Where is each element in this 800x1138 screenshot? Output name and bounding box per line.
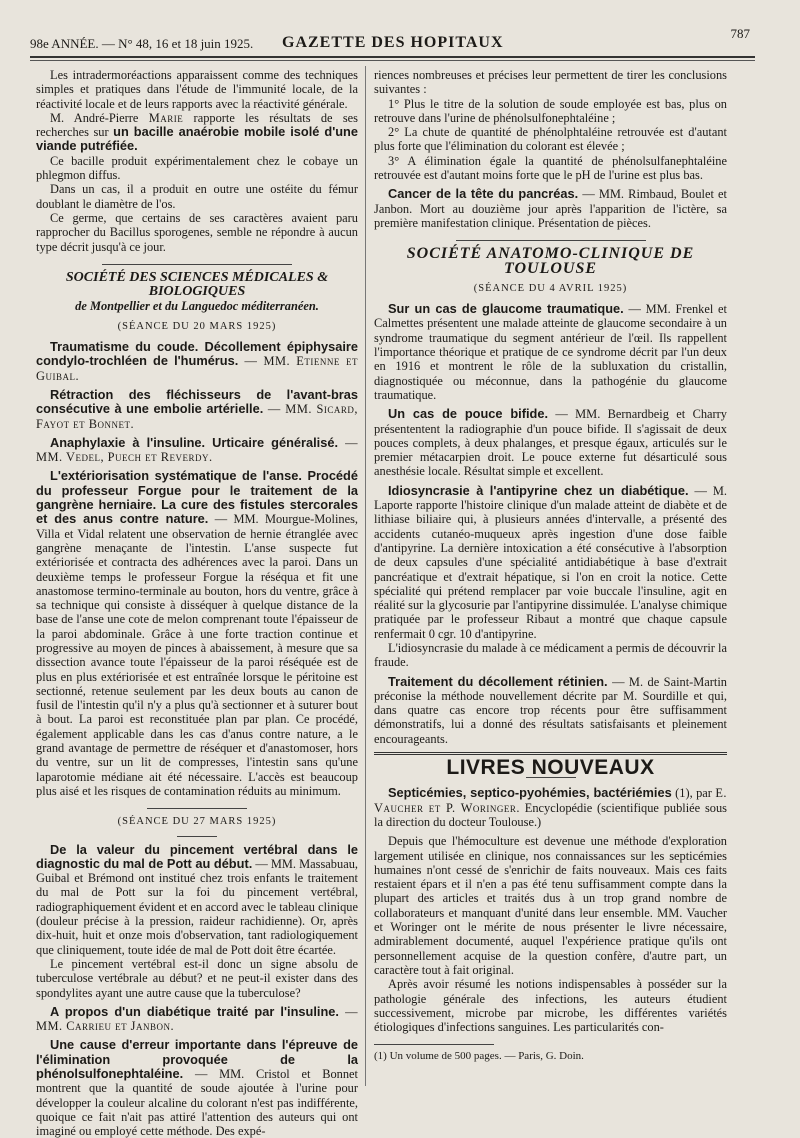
book-review-title: Septicémies, septico-pyohémies, bactériémies (1), par E. Vaucher et P. Woringer. Encyclopédie (scientifique publiée sous la direction du docteur Toulouse.) xyxy=(374,785,727,829)
section-rule xyxy=(102,264,292,265)
article: Traitement du décollement rétinien. — M. de Saint-Martin préconise la méthode nouvellement décrite par M. Sourdille et qui, dans quatre cas encore trop récents pour être suffisamment démonstratifs, lui a donné des résultats satisfaisants et pleinement encourageants. xyxy=(374,673,727,746)
page-header xyxy=(30,26,750,56)
session-date: (SÉANCE DU 4 AVRIL 1925) xyxy=(473,282,628,294)
paragraph: L'idiosyncrasie du malade à ce médicament a permis de découvrir la fraude. xyxy=(374,640,727,670)
article: De la valeur du pincement vertébral dans le diagnostic du mal de Pott au début. — MM. Massabuau, Guibal et Brémond ont institué chez trois enfants le traitement du mal de Pott sur la foi du pincement vertébral, radiographiquement évident et en accord avec le tableau clinique (douleur précise à la pression, raideur rachidienne). Or, après dix-huit, huit et onze mois d'observation, tant radiologiquement que cliniquement, toute idée de mal de Pott doit être écartée. xyxy=(36,841,359,957)
society-subheading: de Montpellier et du Languedoc méditerranéen. xyxy=(75,299,319,314)
header-rule xyxy=(30,56,755,58)
section-rule xyxy=(177,836,217,837)
column-divider xyxy=(365,66,366,1086)
session-date: (SÉANCE DU 20 MARS 1925) xyxy=(117,320,277,332)
society-heading: SOCIÉTÉ DES SCIENCES MÉDICALES & BIOLOGIQUES xyxy=(65,269,329,300)
article: A propos d'un diabétique traité par l'insuline. — MM. Carrieu et Janbon. xyxy=(36,1003,358,1034)
society-heading: SOCIÉTÉ ANATOMO-CLINIQUE DE TOULOUSE xyxy=(406,245,695,277)
paragraph: Ce bacille produit expérimentalement chez le cobaye un phlegmon diffus. xyxy=(36,153,358,183)
paragraph: Depuis que l'hémoculture est devenue une méthode d'exploration largement utilisée en clinique, nos connaissances sur les septicémies humaines n'ont cessé de s'enrichir de faits nouveaux. Mais ces faits restaient épars et il n'en a pas été tenu suffisamment compte dans la plupart des articles et traités dus à un trop grand nombre de collaborateurs et manquant d'unité dans leur ensemble. MM. Vaucher et Woringer ont le mérite de nous présenter le livre nécessaire, admirablement documenté, auquel l'expérience pratique qu'ils ont personnellement acquise de la question confère, d'autre part, un caractère tout à fait original. xyxy=(374,834,727,977)
article: L'extériorisation systématique de l'anse. Procédé du professeur Forgue pour le traitement de la gangrène herniaire. La cure des fistules stercorales et des anus contre nature. — MM. Mourgue-Molines, Villa et Vidal relatent une observation de hernie étranglée avec gangrène menaçante de l'intestin. L'anse suspecte fut extériorisée et contracta des adhérences avec la paroi. Dans un deuxième temps le professeur Forgue la réséqua et fit une anastomose termino-terminale au bouton, hors du ventre, grâce à sa technique qui consiste à disséquer à quelque distance de la base de l'anse une cote de melon comprenant toute l'épaisseur de la paroi abdominale. Grâce à une forte traction continue et progressive au moyen de pinces à abaissement, à mesure que sa dissection avance toute l'épaisseur de la paroi réséquée est de plus en plus extériorisée et est entraînée lorsque le péritoine est sectionné, retenue seulement par les deux bouts au canon de fusil de l'intestin qu'il n'y a plus qu'à sectionner et à suturer bout à bout. La paroi est reconstituée plan par plan. Ce procédé, également applicable dans les cas d'anus contre nature, a le grand avantage de permettre de réséquer et d'anastomoser, hors du ventre, sur un lit de compresses, l'intestin sans qu'une laparotomie médiane ait été nécessaire. L'accès est beaucoup plus aisé et les risques de contamination réduits au minimum. xyxy=(36,468,359,798)
article: Sur un cas de glaucome traumatique. — MM. Frenkel et Calmettes présentent une malade atteinte de glaucome secondaire à un syndrome traumatique du segment antérieur de l'œil. Ils rappellent l'importance théorique et pratique de ce syndrome décrit par l'un deux en 1916 et montrent le rôle de la subluxation du cristallin, diagnostiquée ou méconnue, dans la pathogénie du glaucome traumatique. xyxy=(374,301,727,402)
article: Un cas de pouce bifide. — MM. Bernardbeig et Charry présententent la radiographie d'un pouce bifide. Il s'agissait de deux pouces complets, à deux phalanges, et presque égaux, articulés sur le premier métacarpien droit. Le pouce externe fut désarticulé sous anesthésie locale. Résultat simple et excellent. xyxy=(374,406,727,479)
article: Idiosyncrasie à l'antipyrine chez un diabétique. — M. Laporte rapporte l'histoire clinique d'un malade atteint de diabète et de lithiase biliaire qui, à plusieurs années d'intervalle, a présenté des accidents cutanéo-muqueux après ingestion d'une dose faible d'antipyrine. La dernière intoxication a été consécutive à l'absorption de deux capsules d'une spécialité antidiabétique à base d'extrait pancréatique et d'extrait hépatique, si l'on en croit la notice. Cette spécialité qui prétend remplacer par voie buccale l'insuline, agit en réalité sur la glycosurie par l'antipyrine dissimulée. L'analyse chimique pratiquée par le professeur Ribaut a montré que chaque capsule renfermait 0 cgr. 10 d'antipyrine. xyxy=(374,482,728,641)
paragraph: 2° La chute de quantité de phénolphtaléine retrouvée est d'autant plus forte que l'élimination du colorant est élevée ; xyxy=(374,125,727,154)
issue-line: 98e ANNÉE. — N° 48, 16 et 18 juin 1925. xyxy=(30,36,254,51)
header-rule-thin xyxy=(30,60,755,61)
paragraph: Les intradermoréactions apparaissent comme des techniques simples et pratiques dans l'étude de l'immunité locale, de la réactivité locale et de leurs rapports avec la réactivité générale. xyxy=(36,68,358,111)
left-column xyxy=(36,68,358,1138)
right-column xyxy=(374,68,727,1064)
paragraph: 3° A élimination égale la quantité de phénolsulfanephtaléine retrouvée est d'autant moins forte que le pH de l'urine est plus bas. xyxy=(374,153,727,183)
section-rule xyxy=(456,240,646,241)
section-rule xyxy=(147,808,247,809)
paragraph: M. André-Pierre Marie rapporte les résultats de ses recherches sur un bacille anaérobie mobile isolé d'une viande putréfiée. xyxy=(36,110,358,154)
section-double-rule xyxy=(374,752,727,755)
paragraph: Le pincement vertébral est-il donc un signe absolu de tuberculose vertébrale au début? et ne peut-il exister dans des spondylites ayant une autre cause que la tuberculose? xyxy=(36,956,358,1000)
article: Traumatisme du coude. Décollement épiphysaire condylo-trochléen de l'humérus. — MM. Etienne et Guibal. xyxy=(36,339,358,383)
footnote-rule xyxy=(374,1044,494,1045)
page-number: 787 xyxy=(730,26,750,41)
paragraph: Ce germe, que certains de ses caractères avaient paru rapprocher du Bacillus sporogenes, semble ne répondre à aucun type décrit jusqu'à ce jour. xyxy=(36,210,358,254)
article: Cancer de la tête du pancréas. — MM. Rimbaud, Boulet et Janbon. Mort au douzième jour après l'apparition de l'ictère, sa première manifestation clinique. Présentation de pièces. xyxy=(374,186,727,230)
paragraph: 1° Plus le titre de la solution de soude employée est bas, plus on retrouve dans l'urine de phénolsulfonephtaléine ; xyxy=(374,96,727,125)
journal-title: GAZETTE DES HOPITAUX xyxy=(282,34,504,51)
article: Une cause d'erreur importante dans l'épreuve de l'élimination provoquée de la phénolsulfonephtaléine. — MM. Cristol et Bonnet montrent que la quantité de soude ajoutée à l'urine pour développer la couleur alcaline du colorant n'est pas indifférente, quoique ce fait n'ait pas attiré l'attention des auteurs qui ont imaginé ou employé cette méthode. Des expé- xyxy=(36,1037,358,1138)
paragraph: Dans un cas, il a produit en outre une ostéite du fémur doublant le diamètre de l'os. xyxy=(36,182,358,211)
footnote: (1) Un volume de 500 pages. — Paris, G. Doin. xyxy=(374,1050,584,1063)
paragraph: Après avoir résumé les notions indispensables à posséder sur la pathologie générale des infections, les auteurs étudient successivement, microbe par microbe, les différentes variétés étiologiques d'infections sanguines. Les particularités con- xyxy=(374,977,727,1035)
session-date: (SÉANCE DU 27 MARS 1925) xyxy=(117,816,277,828)
article: Rétraction des fléchisseurs de l'avant-bras consécutive à une embolie artérielle. — MM. Sicard, Fayot et Bonnet. xyxy=(36,386,358,431)
article: Anaphylaxie à l'insuline. Urticaire généralisé. — MM. Vedel, Puech et Reverdy. xyxy=(36,434,358,465)
paragraph: riences nombreuses et précises leur permettent de tirer les conclusions suivantes : xyxy=(374,68,727,97)
section-heading-livres: LIVRES NOUVEAUX xyxy=(446,756,655,780)
